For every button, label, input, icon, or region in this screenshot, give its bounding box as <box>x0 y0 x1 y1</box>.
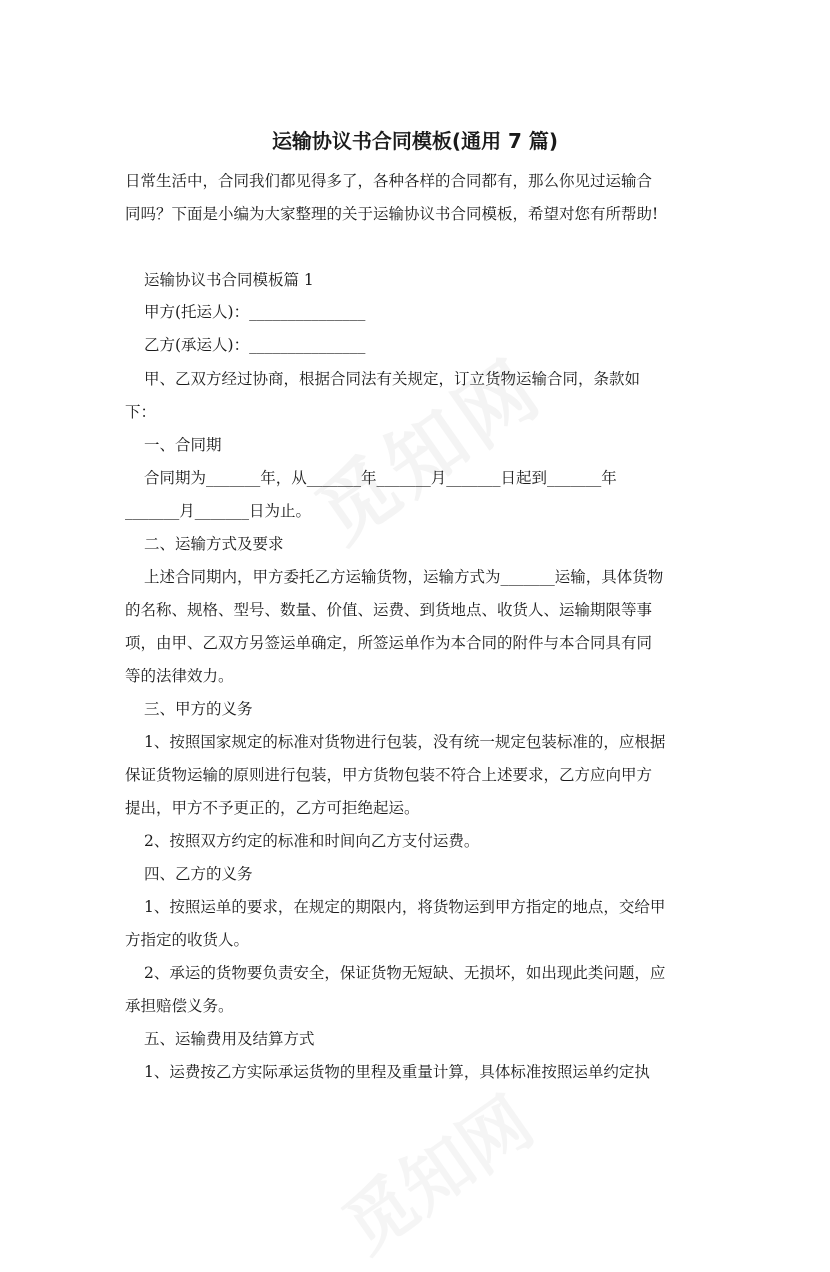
watermark-bottom <box>320 1069 550 1272</box>
intro-line-1: 日常生活中，合同我们都见得多了，各种各样的合同都有，那么你见过运输合 <box>125 172 653 190</box>
clause-heading: 五、运输费用及结算方式 <box>144 1030 315 1048</box>
paragraph-line: 1、运费按乙方实际承运货物的里程及重量计算，具体标准按照运单约定执 <box>144 1063 650 1081</box>
party-a-line: 甲方(托运人)：_______________ <box>144 303 366 321</box>
paragraph-line: 2、按照双方约定的标准和时间向乙方支付运费。 <box>144 832 480 850</box>
paragraph-line: 保证货物运输的原则进行包装，甲方货物包装不符合上述要求，乙方应向甲方 <box>125 766 653 784</box>
paragraph-line: 上述合同期内，甲方委托乙方运输货物，运输方式为_______运输，具体货物 <box>144 568 664 586</box>
paragraph-line: 的名称、规格、型号、数量、价值、运费、到货地点、收货人、运输期限等事 <box>125 601 653 619</box>
document-title: 运输协议书合同模板(通用 7 篇) <box>271 129 559 153</box>
paragraph-line: 等的法律效力。 <box>125 667 234 685</box>
clause-heading: 四、乙方的义务 <box>144 865 253 883</box>
clause-heading: 二、运输方式及要求 <box>144 535 284 553</box>
paragraph-line: 项，由甲、乙双方另签运单确定，所签运单作为本合同的附件与本合同具有同 <box>125 634 653 652</box>
paragraph-line: 1、按照国家规定的标准对货物进行包装，没有统一规定包装标准的，应根据 <box>144 733 666 751</box>
paragraph-line: 合同期为_______年，从_______年_______月_______日起到_______年 <box>144 469 617 487</box>
party-b-line: 乙方(承运人)：_______________ <box>144 336 366 354</box>
paragraph-line: _______月_______日为止。 <box>125 502 312 520</box>
clause-heading: 一、合同期 <box>144 436 222 454</box>
paragraph-line: 方指定的收货人。 <box>125 931 250 949</box>
section-heading: 运输协议书合同模板篇 1 <box>144 271 314 289</box>
paragraph-line: 提出，甲方不予更正的，乙方可拒绝起运。 <box>125 799 420 817</box>
intro-line-2: 同吗？下面是小编为大家整理的关于运输协议书合同模板，希望对您有所帮助! <box>125 205 659 223</box>
paragraph-line: 下： <box>125 403 157 421</box>
paragraph-line: 2、承运的货物要负责安全，保证货物无短缺、无损坏，如出现此类问题，应 <box>144 964 666 982</box>
paragraph-line: 甲、乙双方经过协商，根据合同法有关规定，订立货物运输合同，条款如 <box>144 370 641 388</box>
paragraph-line: 1、按照运单的要求，在规定的期限内，将货物运到甲方指定的地点，交给甲 <box>144 898 666 916</box>
clause-heading: 三、甲方的义务 <box>144 700 253 718</box>
paragraph-line: 承担赔偿义务。 <box>125 997 234 1015</box>
